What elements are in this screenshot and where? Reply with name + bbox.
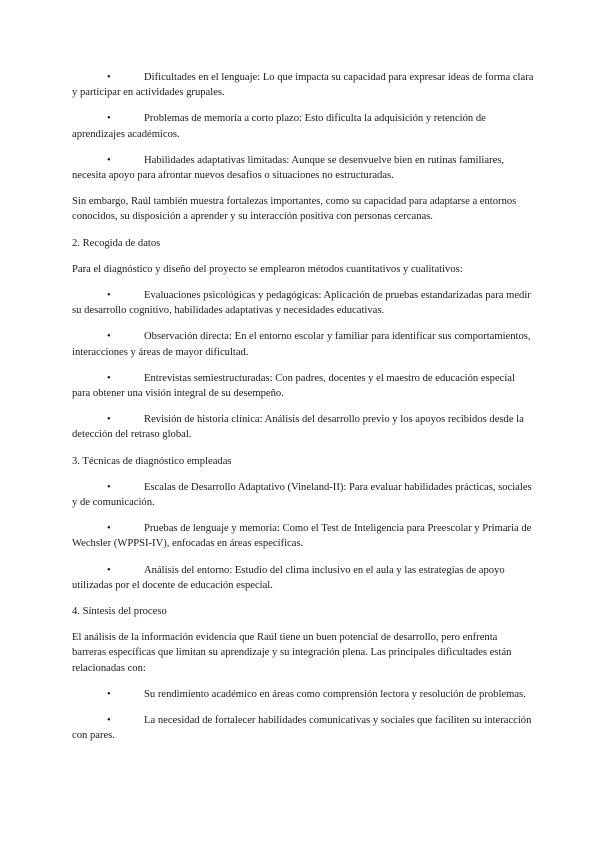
- paragraph-strengths: Sin embargo, Raúl también muestra fortalezas importantes, como su capacidad para adaptarse a entornos conocidos, su disposición a aprender y su interacción positiva con personas cercanas.: [72, 196, 517, 223]
- section-heading-sintesis: 4. Síntesis del proceso: [72, 606, 167, 618]
- list-item: • Revisión de historia clínica: Análisis del desarrollo previo y los apoyos recibidos desde la detección del retraso global.: [72, 414, 524, 441]
- list-item: • Escalas de Desarrollo Adaptativo (Vineland-II): Para evaluar habilidades prácticas, sociales y de comunicación.: [72, 481, 532, 509]
- bullet-icon: •: [107, 688, 111, 700]
- list-item: • Habilidades adaptativas limitadas: Aunque se desenvuelve bien en rutinas familiares, necesita apoyo para afrontar nuevos desafíos o situaciones no estructuradas.: [72, 154, 505, 182]
- bullet-icon: •: [107, 113, 111, 125]
- paragraph-methods: Para el diagnóstico y diseño del proyecto se emplearon métodos cuantitativos y cualitativos:: [72, 263, 463, 275]
- list-item: • Problemas de memoria a corto plazo: Esto dificulta la adquisición y retención de aprendizajes académicos.: [72, 113, 486, 140]
- list-item: • Pruebas de lenguaje y memoria: Como el Test de Inteligencia para Preescolar y Primaria de Wechsler (WPPSI-IV), enfocadas en áreas específicas.: [72, 523, 532, 550]
- section-heading-recogida: 2. Recogida de datos: [72, 237, 161, 249]
- paragraph-analysis: El análisis de la información evidencia que Raúl tiene un buen potencial de desarrollo, pero enfrenta barreras específicas que limitan su aprendizaje y su integración plena. Las principales dificultades están relacionadas con:: [72, 632, 512, 674]
- list-item: • Dificultades en el lenguaje: Lo que impacta su capacidad para expresar ideas de forma clara y participar en actividades grupales.: [72, 72, 534, 99]
- bullet-icon: •: [107, 290, 111, 302]
- list-item: • Su rendimiento académico en áreas como comprensión lectora y resolución de problemas.: [72, 687, 534, 702]
- list-item: • Análisis del entorno: Estudio del clima inclusivo en el aula y las estrategias de apoyo utilizadas por el docente de educación especial.: [72, 564, 505, 591]
- list-item: • La necesidad de fortalecer habilidades comunicativas y sociales que faciliten su interacción con pares.: [72, 715, 532, 742]
- bullet-icon: •: [107, 523, 111, 535]
- bullet-icon: •: [107, 564, 111, 576]
- bullet-icon: •: [107, 414, 111, 426]
- section-heading-tecnicas: 3. Técnicas de diagnóstico empleadas: [72, 455, 232, 467]
- list-item: • Entrevistas semiestructuradas: Con padres, docentes y el maestro de educación especial para obtener una visión integral de su desempeño.: [72, 372, 515, 400]
- bullet-icon: •: [107, 715, 111, 727]
- list-item: • Observación directa: En el entorno escolar y familiar para identificar sus comportamientos, interacciones y áreas de mayor dificultad.: [72, 331, 531, 358]
- bullet-icon: •: [107, 72, 111, 83]
- document-page: [72, 70, 534, 755]
- list-item: • Evaluaciones psicológicas y pedagógicas: Aplicación de pruebas estandarizadas para medir su desarrollo cognitivo, habilidades adaptativas y necesidades educativas.: [72, 290, 531, 317]
- bullet-icon: •: [107, 372, 111, 384]
- bullet-icon: •: [107, 481, 111, 493]
- bullet-icon: •: [107, 331, 111, 343]
- bullet-icon: •: [107, 154, 111, 166]
